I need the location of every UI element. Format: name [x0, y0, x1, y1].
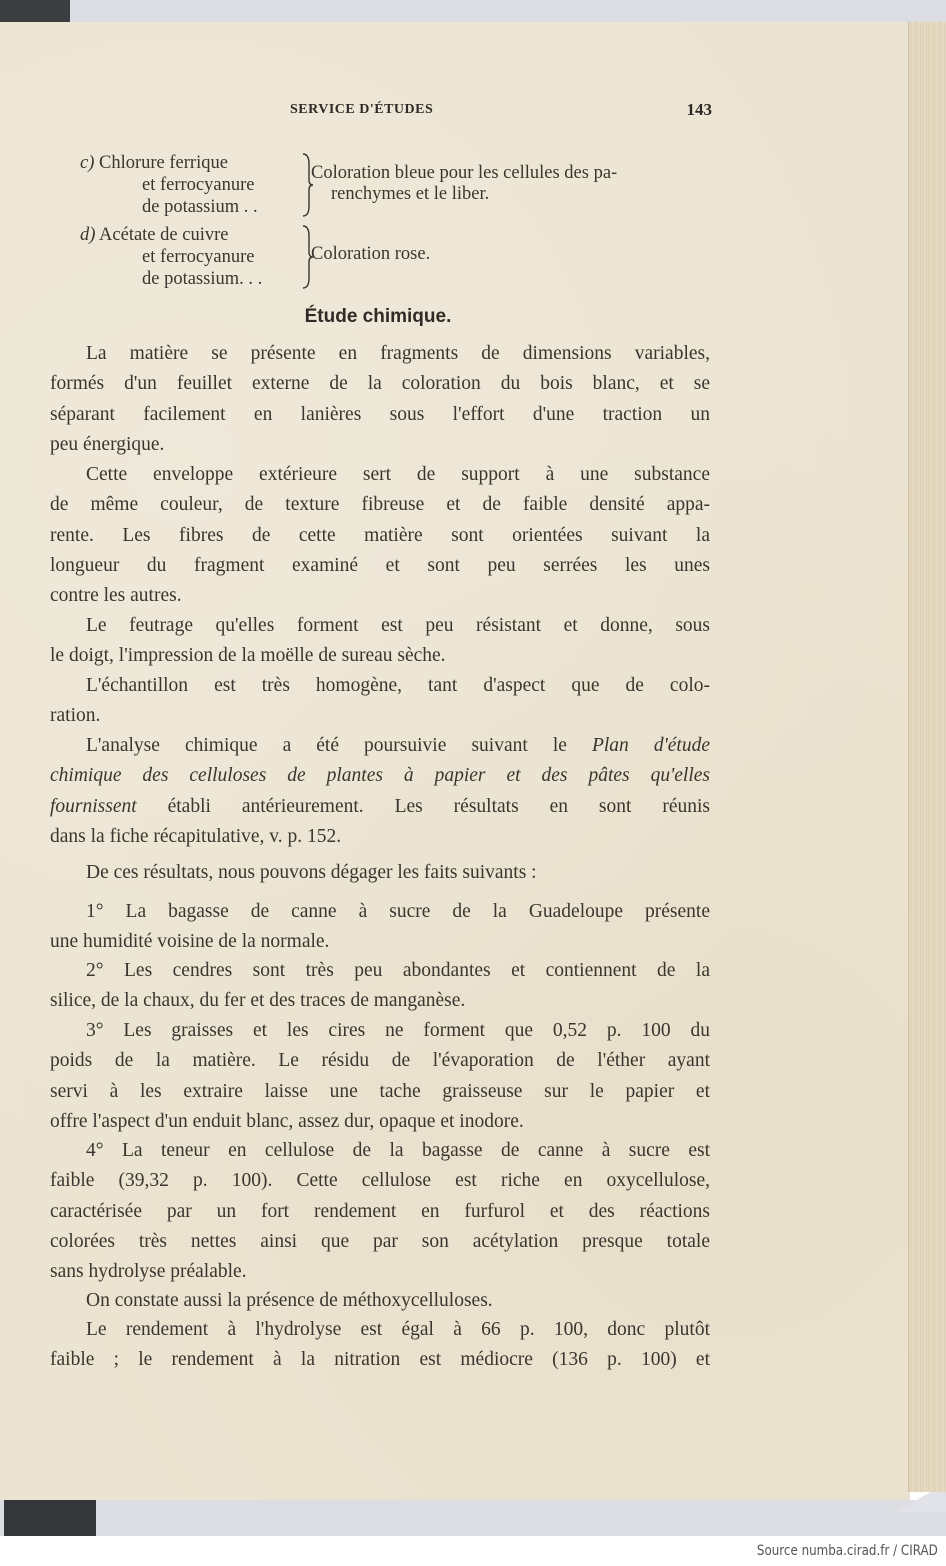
reagent-line: d) Acétate de cuivre: [80, 225, 229, 245]
cited-title: fournissent: [50, 795, 137, 817]
reagent-result-line: Coloration rose.: [311, 244, 431, 264]
reagent-line: de potassium . .: [142, 197, 258, 217]
page-number: 143: [686, 100, 712, 119]
running-head: [290, 100, 712, 122]
reagent-label: c): [80, 153, 95, 173]
scan-frame-top: [0, 0, 946, 22]
reagent-line: et ferrocyanure: [142, 175, 255, 195]
paragraph: De ces résultats, nous pouvons dégager les faits suivants :: [86, 862, 537, 883]
section-title: Étude chimique.: [304, 306, 452, 327]
paragraph: Le feutrage qu'elles forment est peu résistant et donne, sous le doigt, l'impression de la moëlle de sureau sèche.: [50, 615, 710, 667]
numbered-finding: 1° La bagasse de canne à sucre de la Guadeloupe présente une humidité voisine de la normale.: [50, 901, 710, 953]
running-head-title: SERVICE D'ÉTUDES: [290, 102, 434, 117]
reagent-result-line: Coloration bleue pour les cellules des pa-: [311, 163, 618, 183]
cited-title: Plan d'étude: [591, 735, 710, 756]
paragraph: L'analyse chimique a été poursuivie suivant le Plan d'étude chimique des celluloses de plantes à papier et des pâtes qu'elles fournissent établi antérieurement. Les résultats en sont réunis dans la fiche récapitulative, v. p. 152.: [50, 735, 710, 847]
paragraph: On constate aussi la présence de méthoxycelluloses.: [86, 1290, 493, 1311]
paragraph: Cette enveloppe extérieure sert de support à une substance de même couleur, de texture fibreuse et de faible densité appa- rente. Les fibres de cette matière sont orientées suivant la longueur du fragment examiné et sont peu serrées les unes contre les autres.: [50, 464, 710, 607]
reagent-line: c) Chlorure ferrique: [80, 153, 228, 173]
scan-dark-block: [0, 0, 70, 22]
source-credit: Source numba.cirad.fr / CIRAD: [757, 1543, 938, 1559]
reagent-line: et ferrocyanure: [142, 247, 255, 267]
numbered-finding: 3° Les graisses et les cires ne forment que 0,52 p. 100 du poids de la matière. Le résidu de l'évaporation de l'éther ayant servi à les extraire laisse une tache graisseuse sur le papier et offre l'aspect d'un enduit blanc, assez dur, opaque et inodore.: [50, 1020, 710, 1132]
reagent-label: d): [80, 225, 96, 245]
scan-frame-bottom: [0, 1500, 946, 1536]
reagent-line: de potassium. . .: [142, 269, 263, 289]
scan-dark-block: [4, 1500, 96, 1536]
cited-title: chimique des celluloses de plantes à papier et des pâtes qu'elles: [50, 765, 710, 787]
numbered-finding: 4° La teneur en cellulose de la bagasse de canne à sucre est faible (39,32 p. 100). Cette cellulose est riche en oxycellulose, caractérisée par un fort rendement en furfurol et des réactions colorées très nettes ainsi que par son acétylation presque totale sans hydrolyse préalable.: [50, 1140, 710, 1283]
reagent-result-line: renchymes et le liber.: [331, 184, 490, 204]
paragraph: L'échantillon est très homogène, tant d'aspect que de colo- ration.: [50, 675, 710, 727]
numbered-finding: 2° Les cendres sont très peu abondantes et contiennent de la silice, de la chaux, du fer et des traces de manganèse.: [50, 960, 710, 1012]
paragraph: La matière se présente en fragments de dimensions variables, formés d'un feuillet externe de la coloration du bois blanc, et se séparant facilement en lanières sous l'effort d'une traction un peu énergique.: [50, 343, 710, 455]
paragraph: Le rendement à l'hydrolyse est égal à 66 p. 100, donc plutôt faible ; le rendement à la nitration est médiocre (136 p. 100) et: [50, 1319, 710, 1371]
page-fore-edge: [908, 22, 946, 1492]
